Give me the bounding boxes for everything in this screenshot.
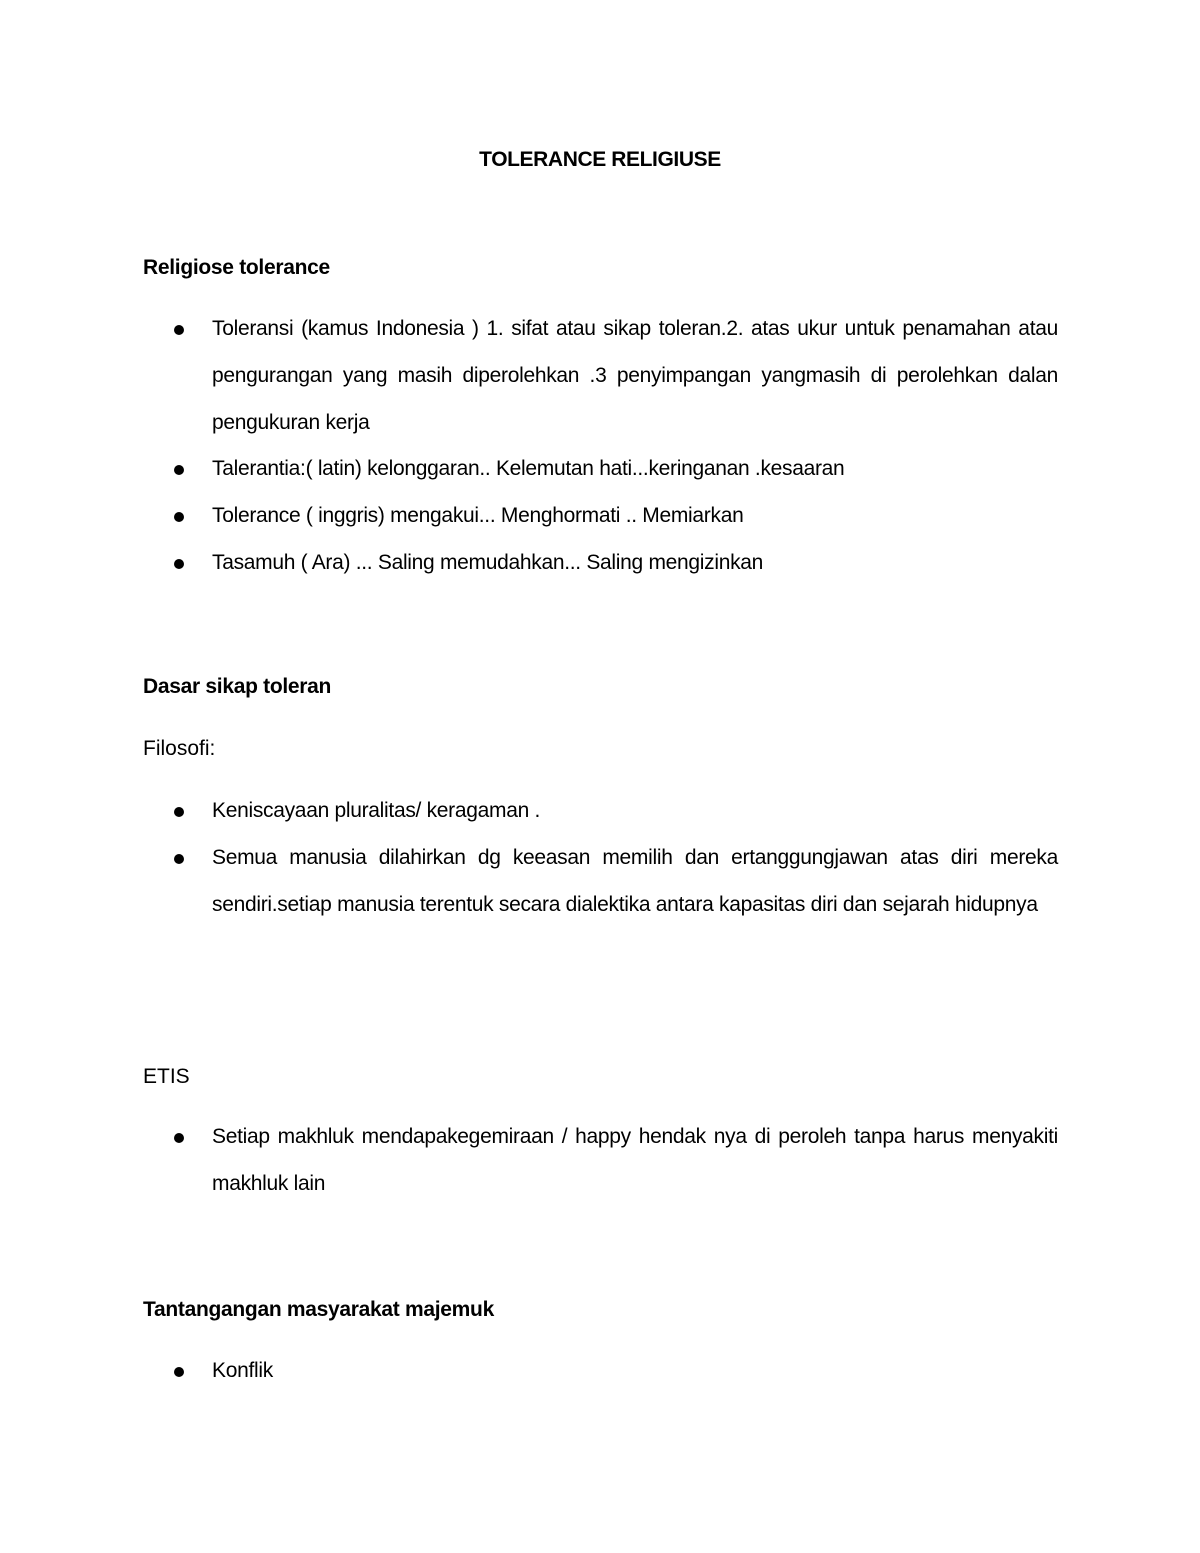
bullet-icon xyxy=(174,854,184,864)
list-item xyxy=(0,1348,1200,1395)
section-heading-tantangan: Tantangangan masyarakat majemuk xyxy=(143,1298,494,1321)
etis-label: ETIS xyxy=(143,1065,190,1088)
list-item xyxy=(0,788,1200,835)
filosofi-list xyxy=(0,788,1200,928)
list-item xyxy=(0,446,1200,493)
bullet-icon xyxy=(174,465,184,475)
list-item-text: Keniscayaan pluralitas/ keragaman . xyxy=(212,799,541,822)
list-item-text: Semua manusia dilahirkan dg keeasan memilih dan ertanggungjawan atas diri mereka sendiri.setiap manusia terentuk secara dialektika antara kapasitas diri dan sejarah hidupnya xyxy=(212,845,1058,916)
document-title: TOLERANCE RELIGIUSE xyxy=(479,148,721,171)
religiose-list xyxy=(0,306,1200,587)
list-item-text: Setiap makhluk mendapakegemiraan / happy hendak nya di peroleh tanpa harus menyakiti makhluk lain xyxy=(212,1125,1058,1195)
bullet-icon xyxy=(174,559,184,569)
tantangan-list xyxy=(0,1348,1200,1395)
etis-list xyxy=(0,1114,1200,1208)
list-item xyxy=(0,1114,1200,1208)
bullet-icon xyxy=(174,512,184,522)
list-item xyxy=(0,835,1200,929)
list-item-text: Tolerance ( inggris) mengakui... Menghormati .. Memiarkan xyxy=(212,504,744,528)
filosofi-label: Filosofi: xyxy=(143,737,216,760)
section-heading-religiose: Religiose tolerance xyxy=(143,256,330,279)
list-item-text: Talerantia:( latin) kelonggaran.. Kelemutan hati...keringanan .kesaaran xyxy=(212,457,845,481)
list-item-text: Konflik xyxy=(212,1359,273,1382)
bullet-icon xyxy=(174,325,184,335)
section-heading-dasar: Dasar sikap toleran xyxy=(143,675,332,698)
bullet-icon xyxy=(174,807,184,817)
list-item xyxy=(0,493,1200,540)
bullet-icon xyxy=(174,1133,184,1143)
list-item-text: Tasamuh ( Ara) ... Saling memudahkan... Saling mengizinkan xyxy=(212,550,764,574)
list-item xyxy=(0,306,1200,446)
list-item-text: Toleransi (kamus Indonesia ) 1. sifat atau sikap toleran.2. atas ukur untuk penamahan atau pengurangan yang masih diperolehkan .3 penyimpangan yangmasih di perolehkan dalan pengukuran kerja xyxy=(212,317,1058,434)
bullet-icon xyxy=(174,1367,184,1377)
list-item xyxy=(0,540,1200,587)
